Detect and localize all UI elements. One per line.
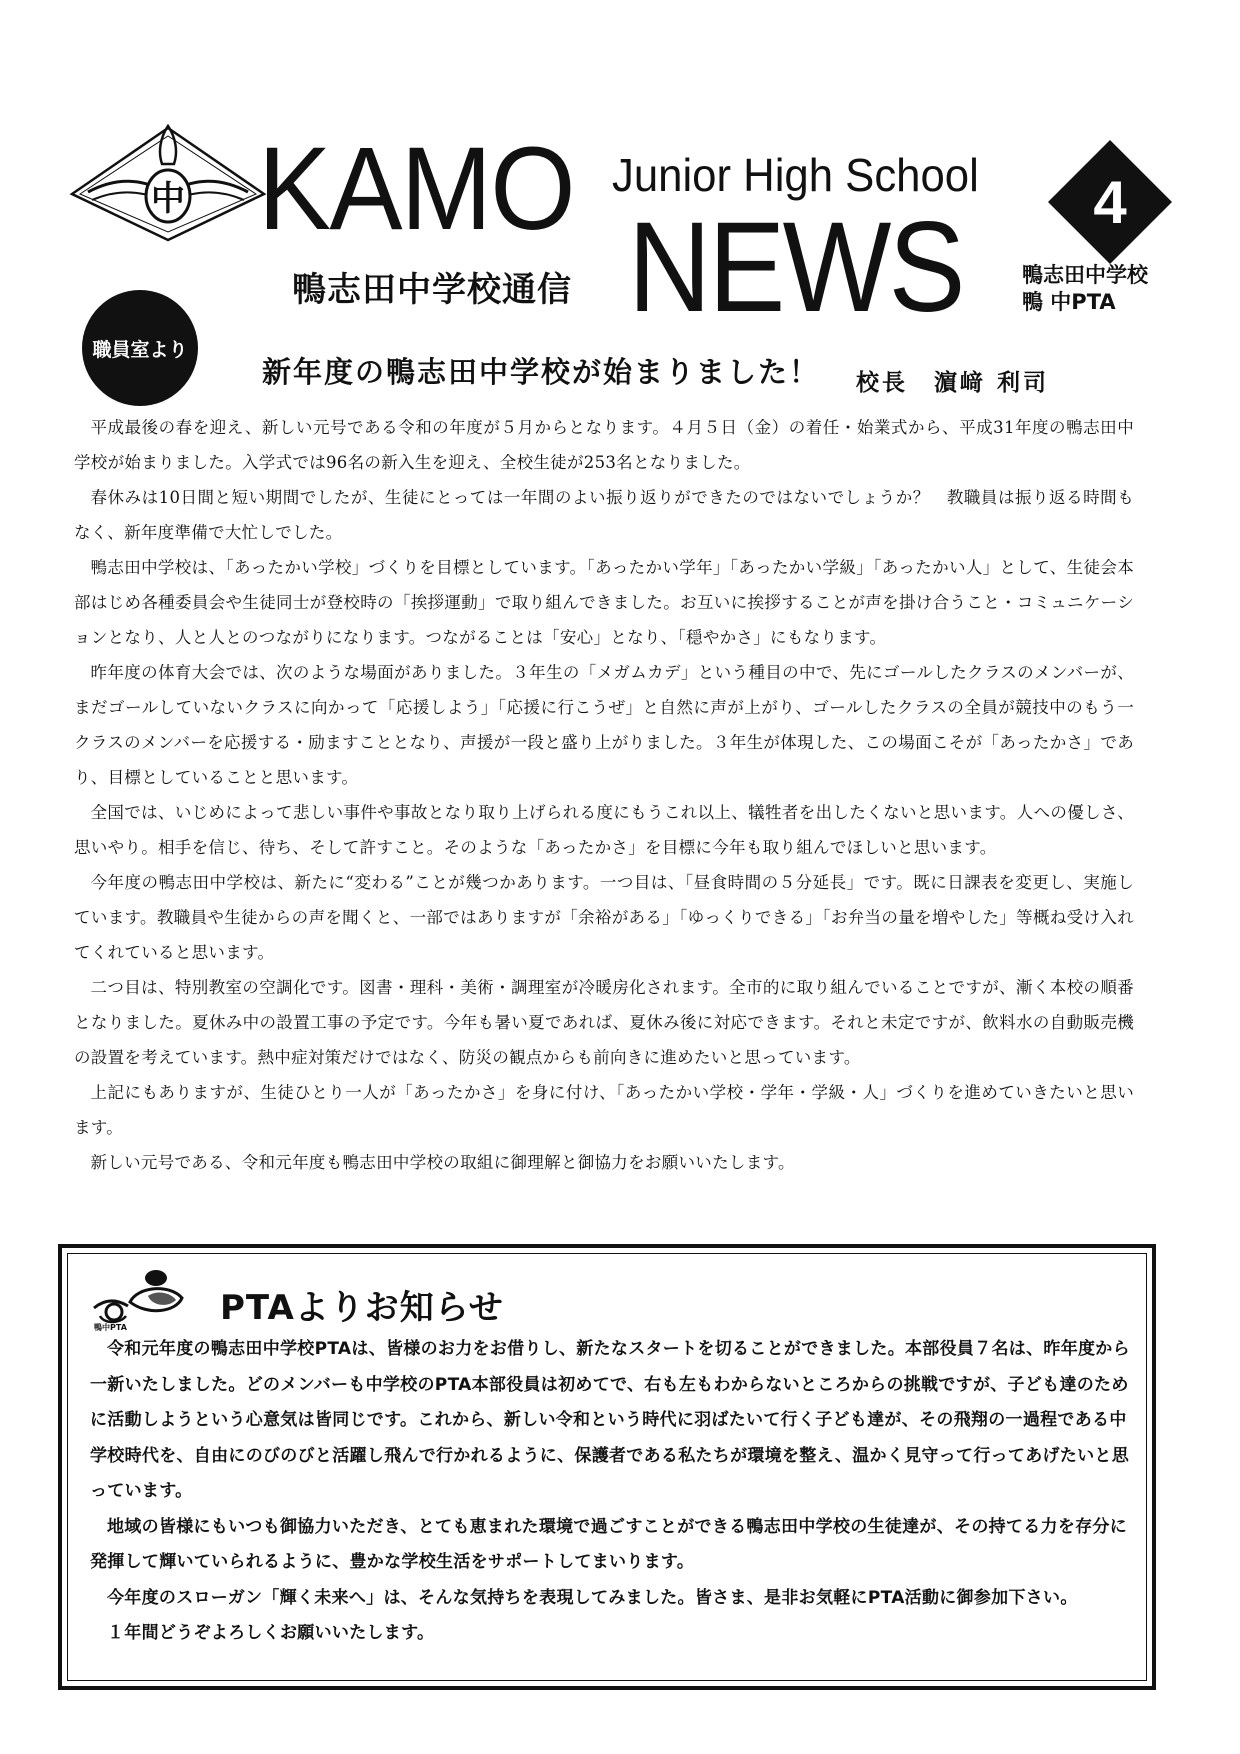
pta-paragraph: 令和元年度の鴨志田中学校PTAは、皆様のお力をお借りし、新たなスタートを切ることができました。本部役員７名は、昨年度から一新いたしました。どのメンバーも中学校のPTA本部役員は初めてで、右も左もわからないところからの挑戦ですが、子ども達のために活動しようという心意気は皆同じです。これから、新しい令和という時代に羽ばたいて行く子ども達が、その飛翔の一過程である中学校時代を、自由にのびのびと活躍し飛んで行かれるように、保護者である私たちが環境を整え、温かく見守って行ってあげたいと思っています。 bbox=[90, 1339, 1130, 1501]
pta-notice-box bbox=[58, 1244, 1156, 1690]
pta-paragraph: 今年度のスローガン「輝く未来へ」は、そんな気持ちを表現してみました。皆さま、是非お気軽にPTA活動に御参加下さい。 bbox=[107, 1587, 1078, 1608]
publisher-block bbox=[1022, 262, 1148, 316]
article-paragraph: 上記にもありますが、生徒ひとり一人が「あったかさ」を身に付け、「あったかい学校・学年・学級・人」づくりを進めていきたいと思います。 bbox=[74, 1083, 1134, 1137]
pta-duck-logo bbox=[90, 1268, 190, 1328]
publisher-school: 鴨志田中学校 bbox=[1022, 263, 1148, 287]
school-emblem-logo bbox=[68, 118, 268, 244]
article-author: 校長 濵﨑 利司 bbox=[856, 369, 1050, 396]
article-paragraph: 二つ目は、特別教室の空調化です。図書・理科・美術・調理室が冷暖房化されます。全市的に取り組んでいることですが、漸く本校の順番となりました。夏休み中の設置工事の予定です。今年も暑い夏であれば、夏休み後に対応できます。それと未定ですが、飲料水の自動販売機の設置を考えています。熱中症対策だけではなく、防災の観点からも前向きに進めたいと思っています。 bbox=[74, 978, 1134, 1067]
pta-body bbox=[90, 1332, 1132, 1652]
publisher-pta: 鴨 中PTA bbox=[1022, 290, 1116, 314]
article-paragraph: 今年度の鴨志田中学校は、新たに“変わる”ことが幾つかあります。一つ目は、「昼食時間の５分延長」です。既に日課表を変更し、実施しています。教職員や生徒からの声を聞くと、一部ではありますが「余裕がある」「ゆっくりできる」「お弁当の量を増やした」等概ね受け入れてくれていると思います。 bbox=[74, 873, 1134, 962]
masthead-title-news: NEWS bbox=[628, 196, 963, 339]
article-paragraph: 鴨志田中学校は、「あったかい学校」づくりを目標としています。「あったかい学年」「あったかい学級」「あったかい人」として、生徒会本部はじめ各種委員会や生徒同士が登校時の「挨拶運動」で取り組んできました。お互いに挨拶することが声を掛け合うこと・コミュニケーションとなり、人と人とのつながりになります。つながることは「安心」となり、「穏やかさ」にもなります。 bbox=[74, 558, 1134, 647]
article-paragraph: 全国では、いじめによって悲しい事件や事故となり取り上げられる度にもうこれ以上、犠牲者を出したくないと思います。人への優しさ、思いやり。相手を信じ、待ち、そして許すこと。そのような「あったかさ」を目標に今年も取り組んでほしいと思います。 bbox=[74, 803, 1134, 857]
pta-paragraph: １年間どうぞよろしくお願いいたします。 bbox=[107, 1623, 435, 1643]
article-paragraph: 春休みは10日間と短い期間でしたが、生徒にとっては一年間のよい振り返りができたのではないでしょうか？ 教職員は振り返る時間もなく、新年度準備で大忙しでした。 bbox=[74, 488, 1134, 542]
pta-paragraph: 地域の皆様にもいつも御協力いただき、とても恵まれた環境で過ごすことができる鴨志田中学校の生徒達が、その持てる力を存分に発揮して輝いていられるように、豊かな学校生活をサポートしてまいります。 bbox=[90, 1516, 1128, 1572]
emblem-char: 中 bbox=[151, 179, 185, 219]
masthead-title-japanese: 鴨志田中学校通信 bbox=[292, 270, 572, 310]
article-paragraph: 平成最後の春を迎え、新しい元号である令和の年度が５月からとなります。４月５日（金）の着任・始業式から、平成31年度の鴨志田中学校が始まりました。入学式では96名の新入生を迎え、全校生徒が253名となりました。 bbox=[74, 418, 1134, 472]
issue-number: 4 bbox=[1093, 168, 1127, 236]
article-paragraph: 新しい元号である、令和元年度も鴨志田中学校の取組に御理解と御協力をお願いいたします。 bbox=[90, 1153, 795, 1172]
masthead-subtitle: Junior High School bbox=[612, 149, 979, 201]
article-paragraph: 昨年度の体育大会では、次のような場面がありました。３年生の「メガムカデ」という種目の中で、先にゴールしたクラスのメンバーが、まだゴールしていないクラスに向かって「応援しよう」「応援に行こうぜ」と自然に声が上がり、ゴールしたクラスの全員が競技中のもう一クラスのメンバーを応援する・励ますこととなり、声援が一段と盛り上がりました。３年生が体現した、この場面こそが「あったかさ」であり、目標としていることと思います。 bbox=[74, 663, 1134, 787]
masthead-title-kamo: KAMO bbox=[258, 123, 574, 255]
pta-section-title: PTAよりお知らせ bbox=[220, 1288, 504, 1328]
article-headline: 新年度の鴨志田中学校が始まりました！ bbox=[262, 355, 821, 389]
section-badge: 職員室より bbox=[82, 290, 198, 406]
article-body bbox=[74, 410, 1134, 1180]
pta-logo-caption: 鴨中PTA bbox=[94, 1323, 127, 1332]
